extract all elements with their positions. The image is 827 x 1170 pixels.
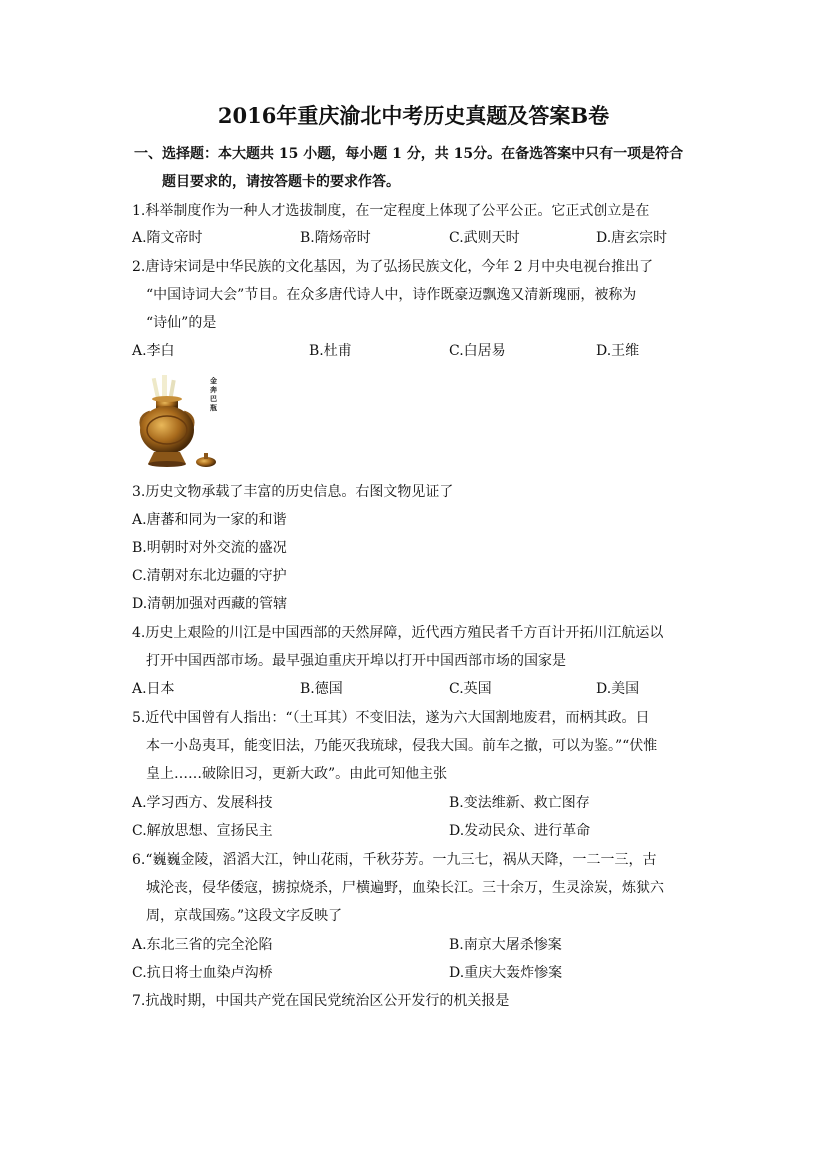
q4-option-c: C.英国 bbox=[449, 681, 492, 697]
question-6-stem-line3: 周，京哉国殇。”这段文字反映了 bbox=[146, 908, 343, 924]
q2-option-c: C.白居易 bbox=[449, 343, 506, 359]
question-4-stem-line1: 4.历史上艰险的川江是中国西部的天然屏障，近代西方殖民者千方百计开拓川江航运以 bbox=[132, 625, 664, 641]
q1-option-b: B.隋炀帝时 bbox=[300, 230, 371, 246]
q5-option-c: C.解放思想、宣扬民主 bbox=[132, 823, 273, 839]
q1-option-a: A.隋文帝时 bbox=[132, 230, 203, 246]
q3-option-a: A.唐蕃和同为一家的和谐 bbox=[132, 512, 287, 528]
q6-option-d: D.重庆大轰炸惨案 bbox=[449, 965, 563, 981]
q4-option-a: A.日本 bbox=[132, 681, 175, 697]
q3-option-d: D.清朝加强对西藏的管辖 bbox=[132, 596, 288, 612]
question-4-stem-line2: 打开中国西部市场。最早强迫重庆开埠以打开中国西部市场的国家是 bbox=[146, 653, 566, 669]
q3-option-c: C.清朝对东北边疆的守护 bbox=[132, 568, 287, 584]
question-2-stem-line2: “中国诗词大会”节目。在众多唐代诗人中，诗作既豪迈飘逸又清新瑰丽，被称为 bbox=[146, 287, 637, 303]
q2-option-b: B.杜甫 bbox=[309, 343, 352, 359]
q1-option-d: D.唐玄宗时 bbox=[596, 230, 668, 246]
golden-urn-image bbox=[132, 372, 230, 472]
q4-option-b: B.德国 bbox=[300, 681, 343, 697]
question-2-stem-line1: 2.唐诗宋词是中华民族的文化基因，为了弘扬民族文化，今年 2 月中央电视台推出了 bbox=[132, 259, 654, 275]
question-7-stem: 7.抗战时期，中国共产党在国民党统治区公开发行的机关报是 bbox=[132, 993, 510, 1009]
q2-option-d: D.王维 bbox=[596, 343, 640, 359]
q5-option-d: D.发动民众、进行革命 bbox=[449, 823, 591, 839]
question-3-stem: 3.历史文物承载了丰富的历史信息。右图文物见证了 bbox=[132, 484, 454, 500]
q5-option-b: B.变法维新、救亡图存 bbox=[449, 795, 590, 811]
q3-option-b: B.明朝时对外交流的盛况 bbox=[132, 540, 287, 556]
figure-caption: 金奔巴瓶 bbox=[210, 376, 217, 412]
question-6-stem-line2: 城沦丧，侵华倭寇，掳掠烧杀，尸横遍野，血染长江。三十余万，生灵涂炭，炼狱六 bbox=[146, 880, 664, 896]
question-1-stem: 1.科举制度作为一种人才选拔制度，在一定程度上体现了公平公正。它正式创立是在 bbox=[132, 203, 650, 219]
question-5-stem-line2: 本一小岛夷耳，能变旧法，乃能灭我琉球，侵我大国。前车之撤，可以为鉴。”“伏惟 bbox=[146, 738, 658, 754]
section-instruction-line1: 一、选择题：本大题共 15 小题，每小题 1 分，共 15分。在备选答案中只有一项是符合 bbox=[134, 146, 684, 162]
section-instruction-line2: 题目要求的，请按答题卡的要求作答。 bbox=[162, 174, 400, 190]
q2-option-a: A.李白 bbox=[132, 343, 175, 359]
q6-option-b: B.南京大屠杀惨案 bbox=[449, 937, 562, 953]
q4-option-d: D.美国 bbox=[596, 681, 640, 697]
question-5-stem-line3: 皇上……破除旧习，更新大政”。由此可知他主张 bbox=[146, 766, 448, 782]
q1-option-c: C.武则天时 bbox=[449, 230, 520, 246]
q5-option-a: A.学习西方、发展科技 bbox=[132, 795, 273, 811]
question-6-stem-line1: 6.“巍巍金陵，滔滔大江，钟山花雨，千秋芬芳。一九三七，祸从天降，一二一三，古 bbox=[132, 852, 657, 868]
question-2-stem-line3: “诗仙”的是 bbox=[146, 315, 217, 331]
question-5-stem-line1: 5.近代中国曾有人指出：“（土耳其）不变旧法，遂为六大国割地废君，而柄其政。日 bbox=[132, 710, 650, 726]
q6-option-a: A.东北三省的完全沦陷 bbox=[132, 937, 273, 953]
page-title: 2016年重庆渝北中考历史真题及答案B卷 bbox=[217, 103, 610, 128]
q6-option-c: C.抗日将士血染卢沟桥 bbox=[132, 965, 273, 981]
